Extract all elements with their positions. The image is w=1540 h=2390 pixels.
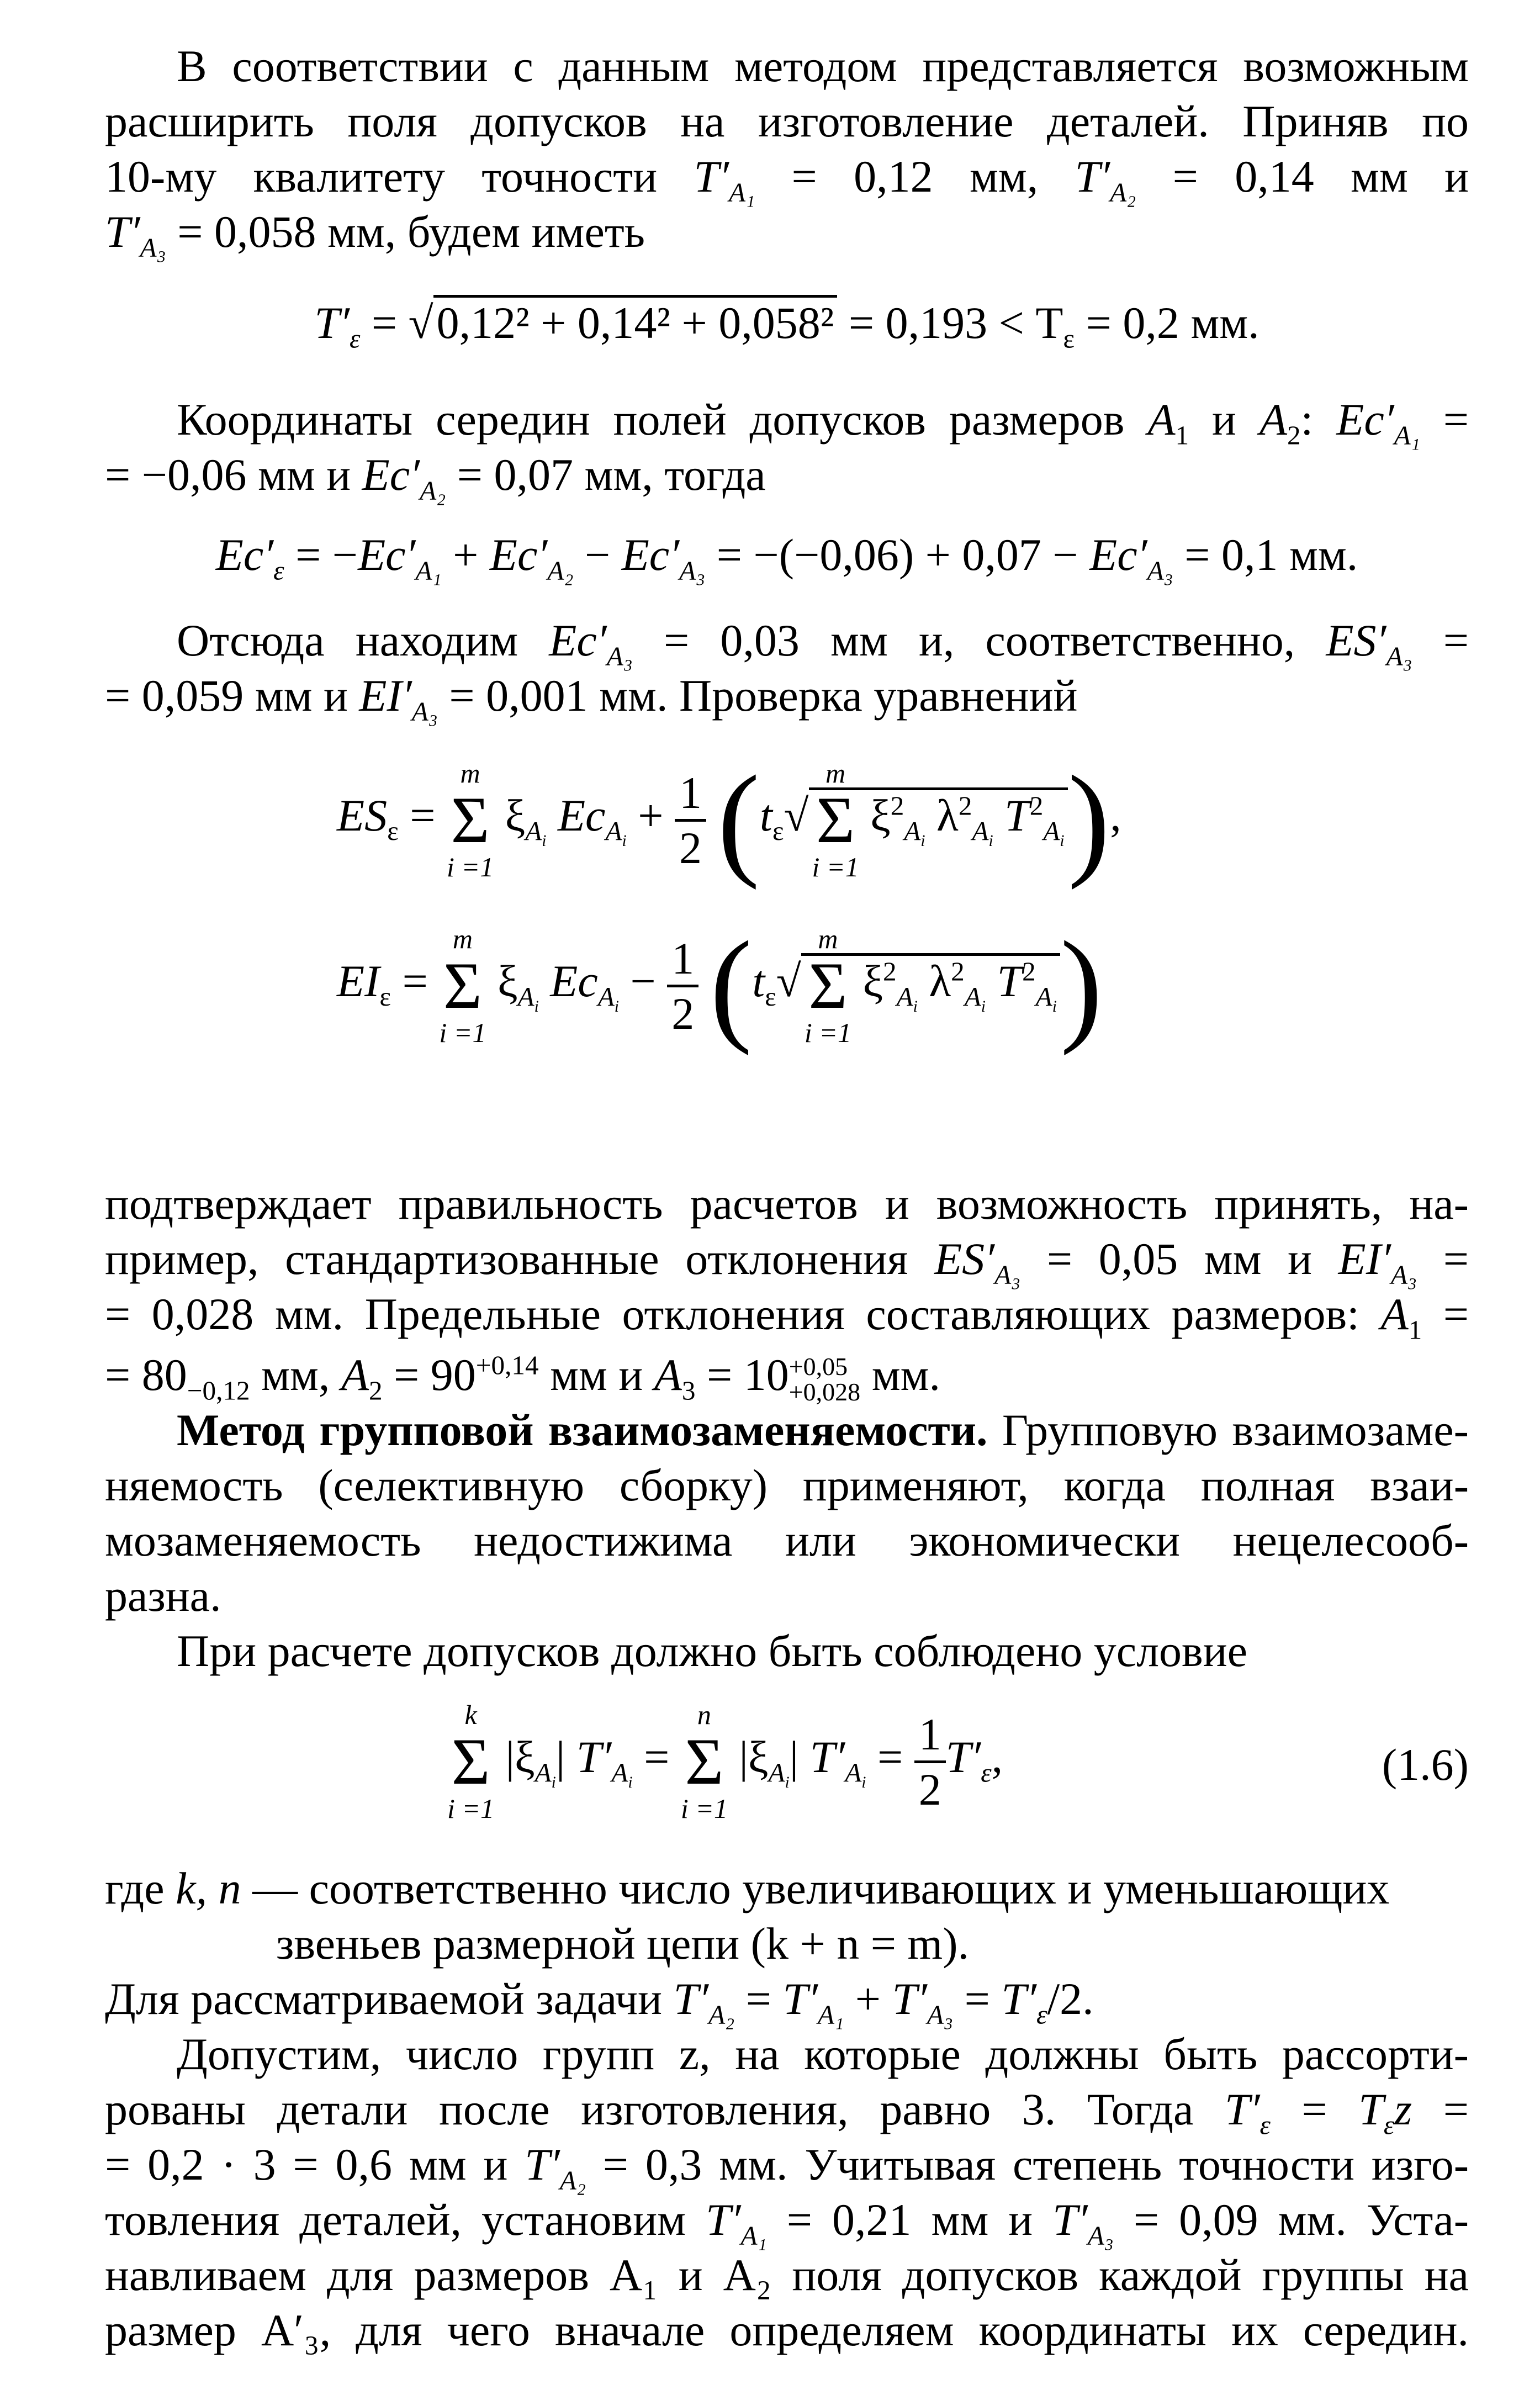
text-line: При расчете допусков должно быть соблюдено условие	[177, 1626, 1248, 1676]
text-line: $T'_{A_3} = 0,058$ мм, будем иметь	[105, 207, 645, 263]
equation-es: $ES_\varepsilon$ = m Σ i =1 $\xi_{A_i}$ $Ec_{A_i}$ + $\frac{1}{2}$ ($t_\varepsilon√$ m Σ i =1 $\xi^2_{A_i}$ $\lambda^2_{A_i}$ $T^2_{A_i}$),	[337, 749, 1121, 890]
text-line: навливаем для размеров A₁ и A₂ поля допусков каждой группы на	[105, 2250, 1469, 2300]
text-line: = 0,059 мм и $EI'_{A_3} = 0,001$ мм. Проверка уравнений	[105, 670, 1078, 727]
text-line: = 0,028 мм. Предельные отклонения составляющих размеров: $A_1$ =	[105, 1289, 1469, 1345]
text-line: Допустим, число групп z, на которые должны быть рассорти-	[177, 2029, 1469, 2079]
text-line: где k, n — соответственно число увеличивающих и уменьшающих	[105, 1863, 1390, 1913]
text-line: звеньев размерной цепи (k + n = m).	[276, 1918, 970, 1969]
text-line: Отсюда находим $Ec'_{A_3} = 0,03$ мм и, соответственно, $ES'_{A_3}$ =	[177, 615, 1469, 671]
text-line: Координаты середин полей допусков размеров $A_1$ и $A_2$: $Ec'_{A_1}$ =	[177, 394, 1469, 451]
text-line: пример, стандартизованные отклонения $ES'_{A_3} = 0,05$ мм и $EI'_{A_3}$ =	[105, 1234, 1469, 1290]
text-line: = $80_{-0,12}$ мм, $A_2 = 90^{+0,14}$ мм и $A_3 = 10$ +0,05 +0,028 мм.	[105, 1350, 940, 1406]
text-line: рованы детали после изготовления, равно 3. Тогда $T'_\varepsilon = T_\varepsilon z$ =	[105, 2084, 1469, 2140]
text-line: товления деталей, установим $T'_{A_1} = 0,21$ мм и $T'_{A_3} = 0,09$ мм. Уста-	[105, 2195, 1469, 2251]
text-line: расширить поля допусков на изготовление деталей. Приняв по	[105, 96, 1469, 146]
equation-ei: $EI_\varepsilon$ = m Σ i =1 $\xi_{A_i}$ $Ec_{A_i}$ − $\frac{1}{2}$ ($t_\varepsilon√$ m Σ i =1 $\xi^2_{A_i}$ $\lambda^2_{A_i}$ $T^2_{A_i}$)	[337, 915, 1103, 1056]
equation: $Ec'_\varepsilon = -Ec'_{A_1} + Ec'_{A_2} - Ec'_{A_3} = -(-0,06) + 0,07 - Ec'_{A_3} = 0,1$ мм.	[215, 530, 1358, 586]
text-line: = 0,2 · 3 = 0,6 мм и $T'_{A_2} = 0,3$ мм. Учитывая степень точности изго-	[105, 2139, 1469, 2196]
text-line: Для рассматриваемой задачи $T'_{A_2} = T'_{A_1} + T'_{A_3} = T'_\varepsilon/2$.	[105, 1974, 1094, 2030]
text-line: В соответствии с данным методом представляется возможным	[177, 41, 1469, 91]
text-line: разна.	[105, 1571, 221, 1621]
text-line: Метод групповой взаимозаменяемости. Групповую взаимозаме-	[177, 1405, 1469, 1455]
text-line: мозаменяемость недостижима или экономически нецелесооб-	[105, 1515, 1469, 1566]
text-line: няемость (селективную сборку) применяют, когда полная взаи-	[105, 1460, 1469, 1510]
text-line: подтверждает правильность расчетов и возможность принять, на-	[105, 1178, 1469, 1229]
text-line: = −0,06 мм и $Ec'_{A_2} = 0,07$ мм, тогда	[105, 450, 766, 506]
equation: $T'_\varepsilon = √0,12^2 + 0,14^2 + 0,058^2 = 0,193 < T_\varepsilon = 0,2$ мм.	[105, 293, 1469, 353]
text-line: 10-му квалитету точности $T'_{A_1} = 0,12$ мм, $T'_{A_2} = 0,14$ мм и	[105, 151, 1469, 208]
equation-1-6: k Σ i =1 $|\xi_{A_i}|$ $T'_{A_i}$ = n Σ i =1 $|\xi_{A_i}|$ $T'_{A_i}$ = $\frac{1}{2}$ $T'_\varepsilon$, (1.6)	[447, 1699, 1469, 1824]
text-line: размер A′₃, для чего вначале определяем координаты их середин.	[105, 2305, 1469, 2355]
